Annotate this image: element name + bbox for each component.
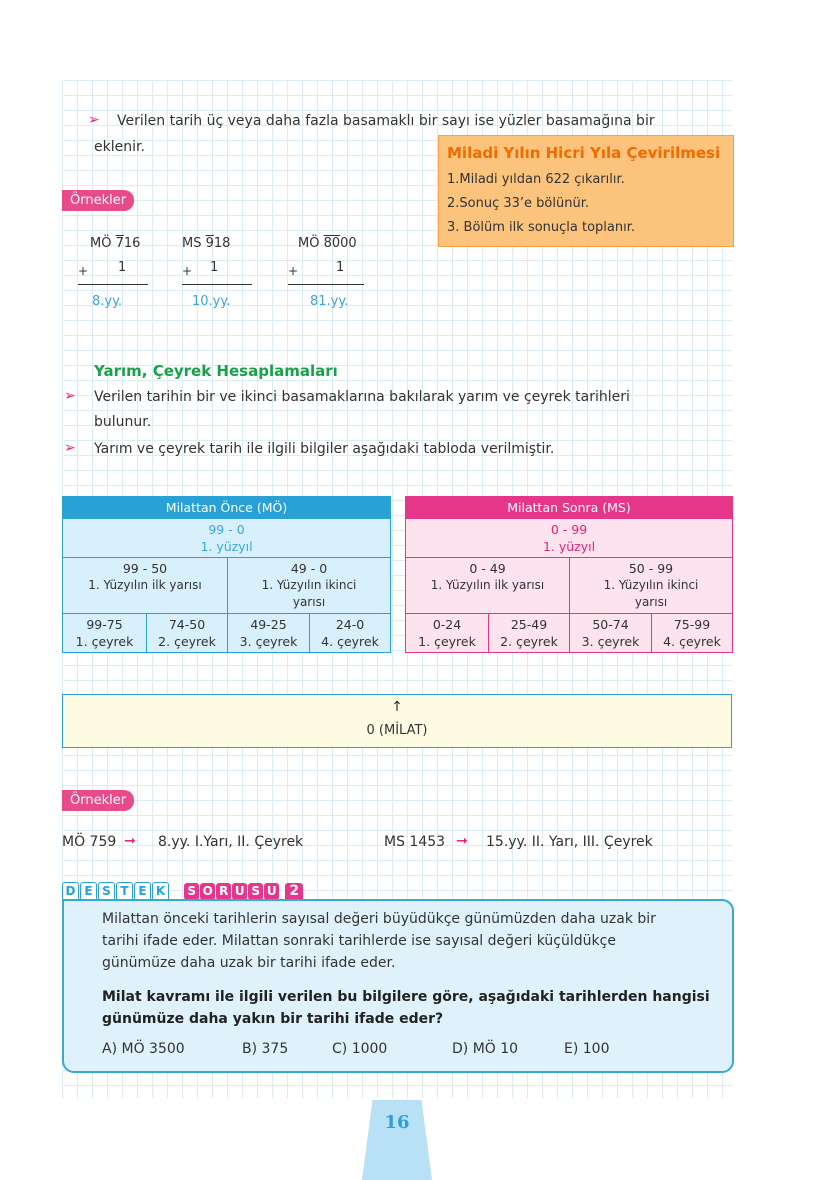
quarter-label: 1. çeyrek bbox=[418, 634, 476, 649]
sorusu-letter: S bbox=[184, 883, 199, 900]
mo-header: Milattan Önce (MÖ) bbox=[63, 497, 391, 519]
example-add: 1 bbox=[336, 260, 345, 275]
sorusu-letter: U bbox=[232, 883, 247, 900]
ms-table bbox=[405, 496, 733, 653]
milat-box bbox=[62, 694, 732, 748]
ms-quarter-2 bbox=[489, 614, 570, 653]
mo-half-1-label: 1. Yüzyılın ilk yarısı bbox=[88, 578, 202, 592]
plus-sign: + bbox=[182, 264, 193, 278]
sum-line bbox=[288, 284, 364, 285]
mo-century-range: 99 - 0 bbox=[208, 522, 245, 537]
quarter-label: 4. çeyrek bbox=[321, 634, 379, 649]
example-digits: 00 bbox=[340, 236, 357, 251]
bullet-arrow-icon: ➢ bbox=[64, 440, 76, 456]
ms-century bbox=[406, 519, 733, 558]
destek-letter: S bbox=[98, 882, 115, 901]
destek-letter: E bbox=[134, 882, 151, 901]
sorusu-letter: U bbox=[264, 883, 279, 900]
destek-question-line-1: Milat kavramı ile ilgili verilen bu bilgilere göre, aşağıdaki tarihlerden hangisi bbox=[102, 989, 710, 1005]
right-arrow-icon: ➞ bbox=[456, 833, 468, 849]
quarter-label: 2. çeyrek bbox=[158, 634, 216, 649]
ms-half-2-label: 1. Yüzyılın ikinci yarısı bbox=[603, 578, 699, 609]
example-add: 1 bbox=[210, 260, 219, 275]
quarter-label: 3. çeyrek bbox=[581, 634, 640, 649]
destek-p1-line-1: Milattan önceki tarihlerin sayısal değeri büyüdükçe günümüzden daha uzak bir bbox=[102, 911, 656, 927]
example-prefix: MÖ bbox=[90, 236, 112, 251]
plus-sign: + bbox=[288, 264, 299, 278]
sum-line bbox=[182, 284, 252, 285]
example-underlined-digit: 9 bbox=[205, 236, 214, 251]
mo-half-1-range: 99 - 50 bbox=[122, 561, 168, 576]
example-digits: 18 bbox=[213, 236, 231, 251]
option-a[interactable]: A) MÖ 3500 bbox=[102, 1041, 185, 1057]
destek-letter: T bbox=[116, 882, 133, 901]
ms-quarter-3 bbox=[570, 614, 652, 653]
bullet-2: Yarım ve çeyrek tarih ile ilgili bilgiler aşağıdaki tabloda verilmiştir. bbox=[94, 441, 555, 457]
sum-line bbox=[78, 284, 148, 285]
bullet-arrow-icon: ➢ bbox=[88, 112, 100, 128]
intro-line-2: eklenir. bbox=[94, 139, 145, 155]
quarter-label: 2. çeyrek bbox=[500, 634, 558, 649]
example-underlined-digit: 80 bbox=[323, 236, 341, 251]
up-arrow-icon: ↑ bbox=[391, 699, 403, 715]
example2-left-date: MÖ 759 bbox=[62, 834, 117, 850]
mo-half-2-range: 49 - 0 bbox=[290, 561, 328, 576]
quarter-range: 75-99 bbox=[673, 617, 711, 632]
example-ms-918 bbox=[182, 236, 262, 316]
miladi-step-1: 1.Miladi yıldan 622 çıkarılır. bbox=[447, 172, 625, 187]
example-add: 1 bbox=[118, 260, 127, 275]
option-b[interactable]: B) 375 bbox=[242, 1041, 289, 1057]
destek-letter: K bbox=[152, 882, 169, 901]
quarter-range: 0-24 bbox=[432, 617, 462, 632]
destek-number: 2 bbox=[285, 883, 303, 902]
miladi-hicri-box bbox=[438, 135, 734, 247]
option-c[interactable]: C) 1000 bbox=[332, 1041, 388, 1057]
option-d[interactable]: D) MÖ 10 bbox=[452, 1041, 519, 1057]
ms-half-2 bbox=[570, 558, 733, 614]
quarter-label: 1. çeyrek bbox=[75, 634, 134, 649]
ms-quarter-4 bbox=[652, 614, 733, 653]
miladi-box-title: Miladi Yılın Hicri Yıla Çevirilmesi bbox=[447, 144, 721, 162]
milat-label: 0 (MİLAT) bbox=[366, 723, 428, 738]
example-result: 8.yy. bbox=[92, 294, 123, 309]
destek-p1-line-2: tarihi ifade eder. Milattan sonraki tarihlerde ise sayısal değeri küçüldükçe bbox=[102, 933, 616, 949]
example-underlined-digit: 7 bbox=[115, 236, 124, 251]
example2-left-result: 8.yy. I.Yarı, II. Çeyrek bbox=[158, 834, 304, 850]
example-result: 10.yy. bbox=[192, 294, 231, 309]
page-number: 16 bbox=[384, 1112, 410, 1133]
quarter-label: 4. çeyrek bbox=[663, 634, 721, 649]
ms-century-range: 0 - 99 bbox=[550, 522, 588, 537]
ornekler-tag: Örnekler bbox=[62, 190, 134, 211]
quarter-label: 3. çeyrek bbox=[239, 634, 298, 649]
mo-quarter-1 bbox=[63, 614, 147, 653]
example-digits: 16 bbox=[123, 236, 141, 251]
miladi-step-3: 3. Bölüm ilk sonuçla toplanır. bbox=[447, 220, 636, 235]
ms-half-1-label: 1. Yüzyılın ilk yarısı bbox=[430, 578, 545, 592]
ms-half-1-range: 0 - 49 bbox=[469, 561, 506, 576]
plus-sign: + bbox=[78, 264, 89, 278]
destek-p1-line-3: günümüze daha uzak bir tarihi ifade eder. bbox=[102, 955, 396, 971]
quarter-range: 99-75 bbox=[86, 617, 123, 632]
destek-question-line-2: günümüze daha yakın bir tarihi ifade eder? bbox=[102, 1011, 444, 1027]
example-prefix: MÖ bbox=[298, 236, 320, 251]
quarter-range: 50-74 bbox=[592, 617, 629, 632]
bullet-arrow-icon: ➢ bbox=[64, 388, 76, 404]
ms-header: Milattan Sonra (MS) bbox=[406, 497, 733, 519]
ornekler-tag-2: Örnekler bbox=[62, 790, 134, 811]
example-mo-716 bbox=[78, 236, 158, 316]
mo-quarter-2 bbox=[147, 614, 228, 653]
destek-box bbox=[62, 899, 734, 1073]
mo-table bbox=[62, 496, 391, 653]
example2-right-date: MS 1453 bbox=[384, 834, 446, 850]
intro-line-1: Verilen tarih üç veya daha fazla basamaklı bir sayı ise yüzler basamağına bir bbox=[117, 113, 655, 129]
quarter-range: 25-49 bbox=[510, 617, 548, 632]
mo-half-1 bbox=[63, 558, 228, 614]
bullet-1-line-2: bulunur. bbox=[94, 414, 152, 430]
destek-letter: E bbox=[80, 882, 97, 901]
mo-century-label: 1. yüzyıl bbox=[200, 539, 253, 554]
example-result: 81.yy. bbox=[310, 294, 349, 309]
miladi-step-2: 2.Sonuç 33’e bölünür. bbox=[447, 196, 589, 211]
quarter-range: 74-50 bbox=[168, 617, 206, 632]
ms-quarter-1 bbox=[406, 614, 489, 653]
right-arrow-icon: ➞ bbox=[124, 833, 136, 849]
quarter-range: 49-25 bbox=[250, 617, 287, 632]
yarim-ceyrek-title: Yarım, Çeyrek Hesaplamaları bbox=[94, 362, 338, 380]
mo-quarter-3 bbox=[228, 614, 310, 653]
sorusu-letter: S bbox=[248, 883, 263, 900]
bullet-1-line-1: Verilen tarihin bir ve ikinci basamaklarına bakılarak yarım ve çeyrek tarihleri bbox=[94, 389, 630, 405]
mo-half-2-label: 1. Yüzyılın ikinci yarısı bbox=[261, 578, 357, 609]
mo-century bbox=[63, 519, 391, 558]
example2-right-result: 15.yy. II. Yarı, III. Çeyrek bbox=[486, 834, 653, 850]
mo-quarter-4 bbox=[310, 614, 391, 653]
sorusu-letter: O bbox=[200, 883, 215, 900]
sorusu-letter: R bbox=[216, 883, 231, 900]
ms-half-2-range: 50 - 99 bbox=[628, 561, 674, 576]
example-mo-8000 bbox=[288, 236, 378, 316]
ms-half-1 bbox=[406, 558, 570, 614]
ms-century-label: 1. yüzyıl bbox=[542, 539, 596, 554]
example-prefix: MS bbox=[182, 236, 202, 251]
destek-letter: D bbox=[62, 882, 79, 901]
mo-half-2 bbox=[228, 558, 391, 614]
quarter-range: 24-0 bbox=[335, 617, 365, 632]
option-e[interactable]: E) 100 bbox=[564, 1041, 610, 1057]
